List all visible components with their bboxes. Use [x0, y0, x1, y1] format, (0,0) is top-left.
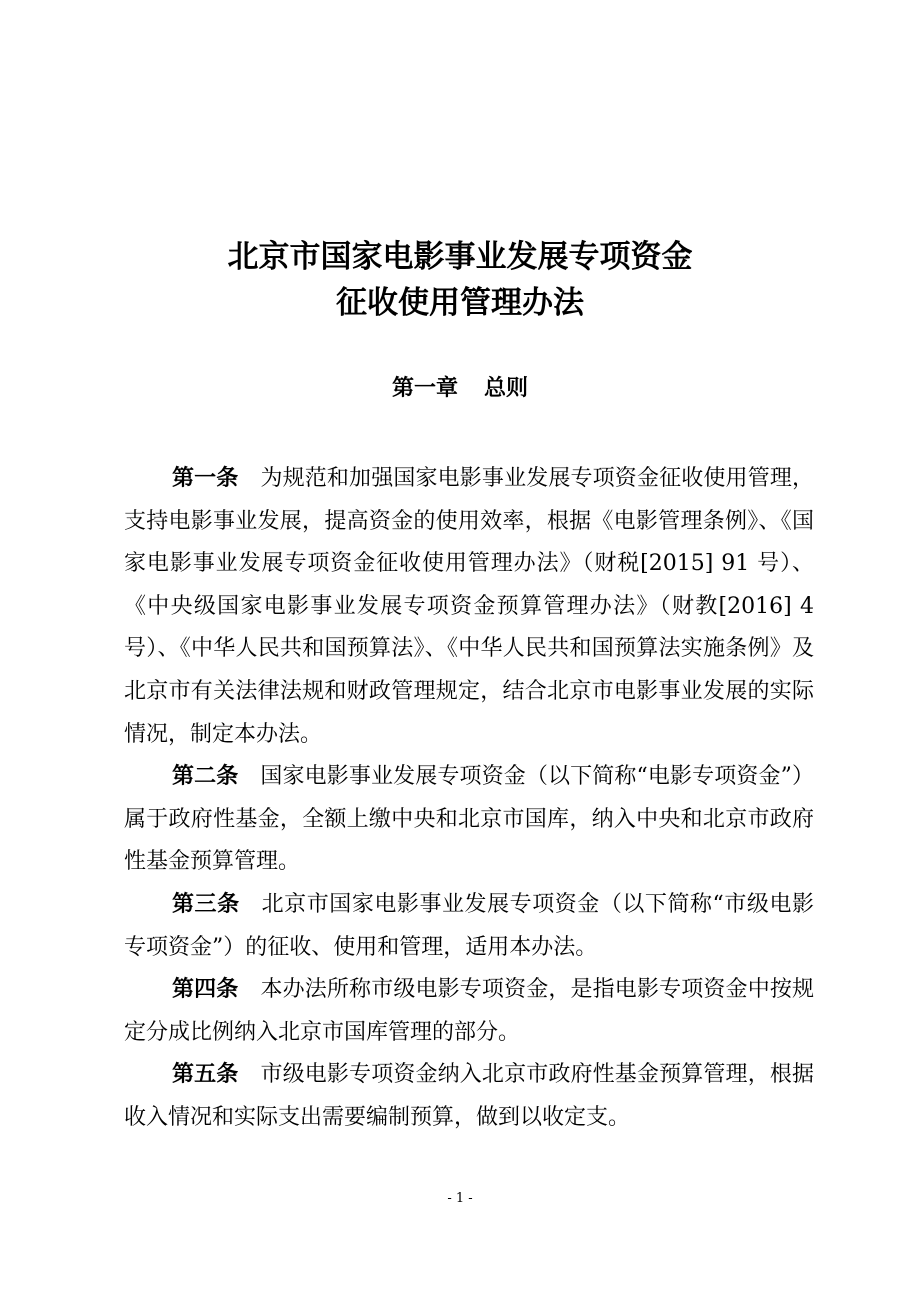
article-2-text: 国家电影事业发展专项资金（以下简称“电影专项资金”）属于政府性基金，全额上缴中央和北京市国库，纳入中央和北京市政府性基金预算管理。 [124, 764, 814, 875]
article-5-text: 市级电影专项资金纳入北京市政府性基金预算管理，根据收入情况和实际支出需要编制预算，做到以收定支。 [124, 1062, 814, 1130]
article-2-label: 第二条 [172, 764, 239, 790]
title-line-1: 北京市国家电影事业发展专项资金 [227, 239, 693, 275]
article-5-label: 第五条 [172, 1062, 239, 1088]
article-3-label: 第三条 [172, 891, 240, 917]
article-2 [124, 756, 814, 884]
article-4 [124, 969, 814, 1054]
document-body [124, 458, 814, 1140]
document-title [0, 234, 920, 326]
page-number: - 1 - [447, 1191, 473, 1206]
chapter-name: 总则 [484, 376, 529, 401]
title-line-2: 征收使用管理办法 [336, 285, 584, 321]
article-3 [124, 884, 814, 969]
article-4-label: 第四条 [172, 977, 239, 1003]
article-3-text: 北京市国家电影事业发展专项资金（以下简称“市级电影专项资金”）的征收、使用和管理，适用本办法。 [124, 891, 814, 960]
article-1-text: 为规范和加强国家电影事业发展专项资金征收使用管理，支持电影事业发展，提高资金的使用效率，根据《电影管理条例》、《国家电影事业发展专项资金征收使用管理办法》（财税[2015] 91 号）、《中央级国家电影事业发展专项资金预算管理办法》（财教[2016] 4 号）、《中华人民共和国预算法》、《中华人民共和国预算法实施条例》及北京市有关法律法规和财政管理规定，结合北京市电影事业发展的实际情况，制定本办法。 [124, 466, 814, 747]
chapter-number: 第一章 [391, 376, 458, 401]
article-1-label: 第一条 [172, 466, 239, 491]
chapter-heading [0, 372, 920, 406]
article-4-text: 本办法所称市级电影专项资金，是指电影专项资金中按规定分成比例纳入北京市国库管理的部分。 [124, 977, 814, 1045]
article-1 [124, 458, 814, 756]
article-5 [124, 1054, 814, 1139]
